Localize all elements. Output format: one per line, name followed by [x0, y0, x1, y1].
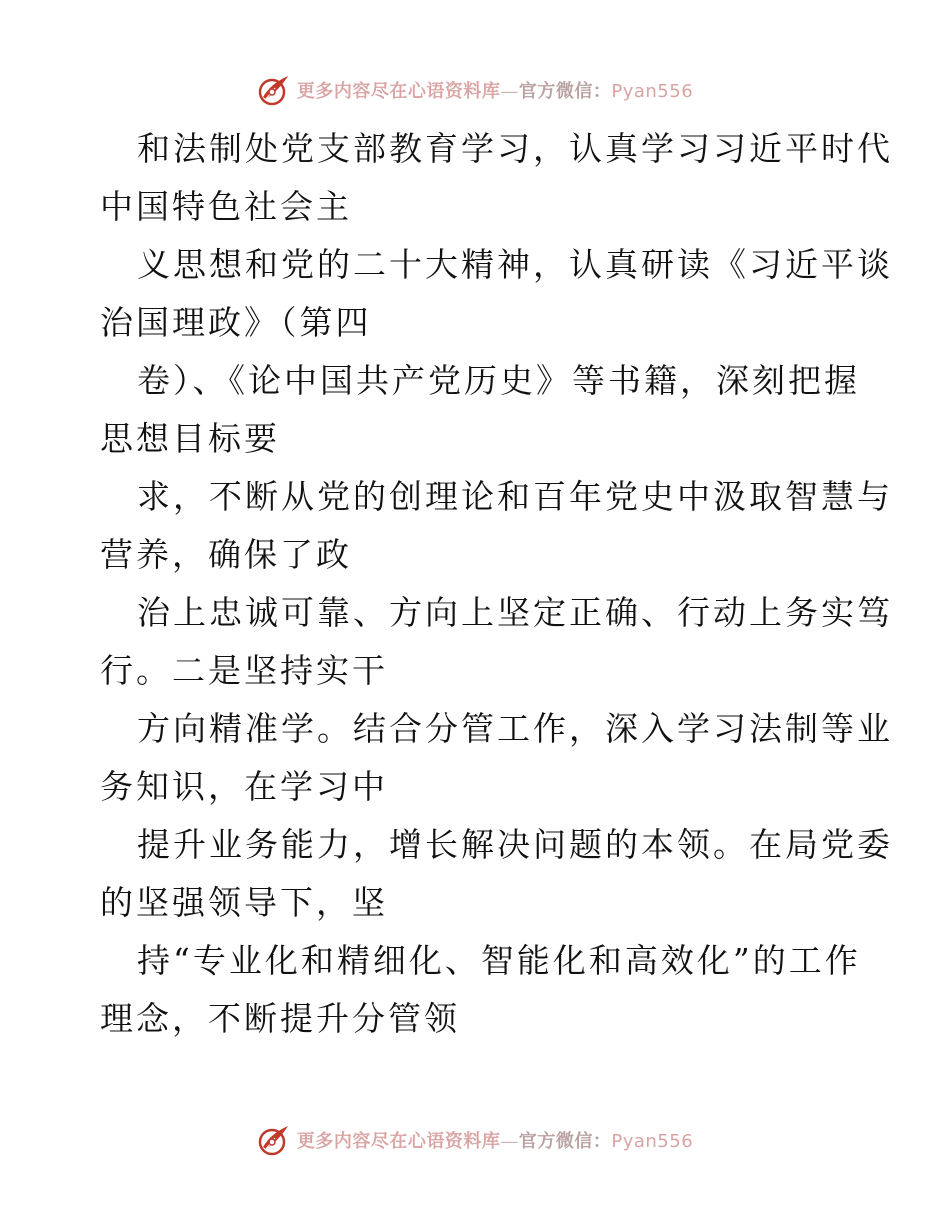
body-line: 治上忠诚可靠、方向上坚定正确、行动上务实笃 [137, 593, 893, 632]
body-line: 义思想和党的二十大精神，认真研读《习近平谈 [137, 245, 893, 284]
body-line: 提升业务能力，增长解决问题的本领。在局党委 [137, 825, 893, 864]
watermark-text: 更多内容尽在心语资料库 [296, 81, 501, 102]
body-line: 中国特色社会主 [100, 187, 352, 226]
body-line: 求，不断从党的创理论和百年党史中汲取智慧与 [137, 477, 893, 516]
body-line: 营养，确保了政 [100, 535, 352, 574]
document-body [100, 120, 893, 1048]
body-line: 方向精准学。结合分管工作，深入学习法制等业 [137, 709, 893, 748]
body-line: 卷）、《论中国共产党历史》等书籍，深刻把握 [137, 361, 860, 400]
body-line: 行。二是坚持实干 [100, 651, 388, 690]
quill-pen-logo-icon [257, 73, 291, 107]
body-line: 持“专业化和精细化、智能化和高效化”的工作 [137, 941, 861, 980]
body-line: 的坚强领导下，坚 [100, 883, 388, 922]
header-watermark [0, 72, 950, 108]
watermark-wechat-id: Pyan556 [611, 1131, 694, 1152]
body-line: 务知识，在学习中 [100, 767, 388, 806]
body-line: 理念，不断提升分管领 [100, 999, 460, 1038]
watermark-wechat-label: 官方微信： [518, 81, 612, 102]
quill-pen-logo-icon [257, 1123, 291, 1157]
watermark-dash: — [500, 1131, 519, 1152]
watermark-dash: — [500, 81, 519, 102]
watermark-wechat-id: Pyan556 [611, 81, 694, 102]
footer-watermark [0, 1122, 950, 1158]
body-line: 和法制处党支部教育学习，认真学习习近平时代 [137, 129, 893, 168]
watermark-wechat-label: 官方微信： [518, 1131, 612, 1152]
body-line: 思想目标要 [100, 419, 280, 458]
body-line: 治国理政》（第四 [100, 303, 372, 342]
watermark-text: 更多内容尽在心语资料库 [296, 1131, 501, 1152]
